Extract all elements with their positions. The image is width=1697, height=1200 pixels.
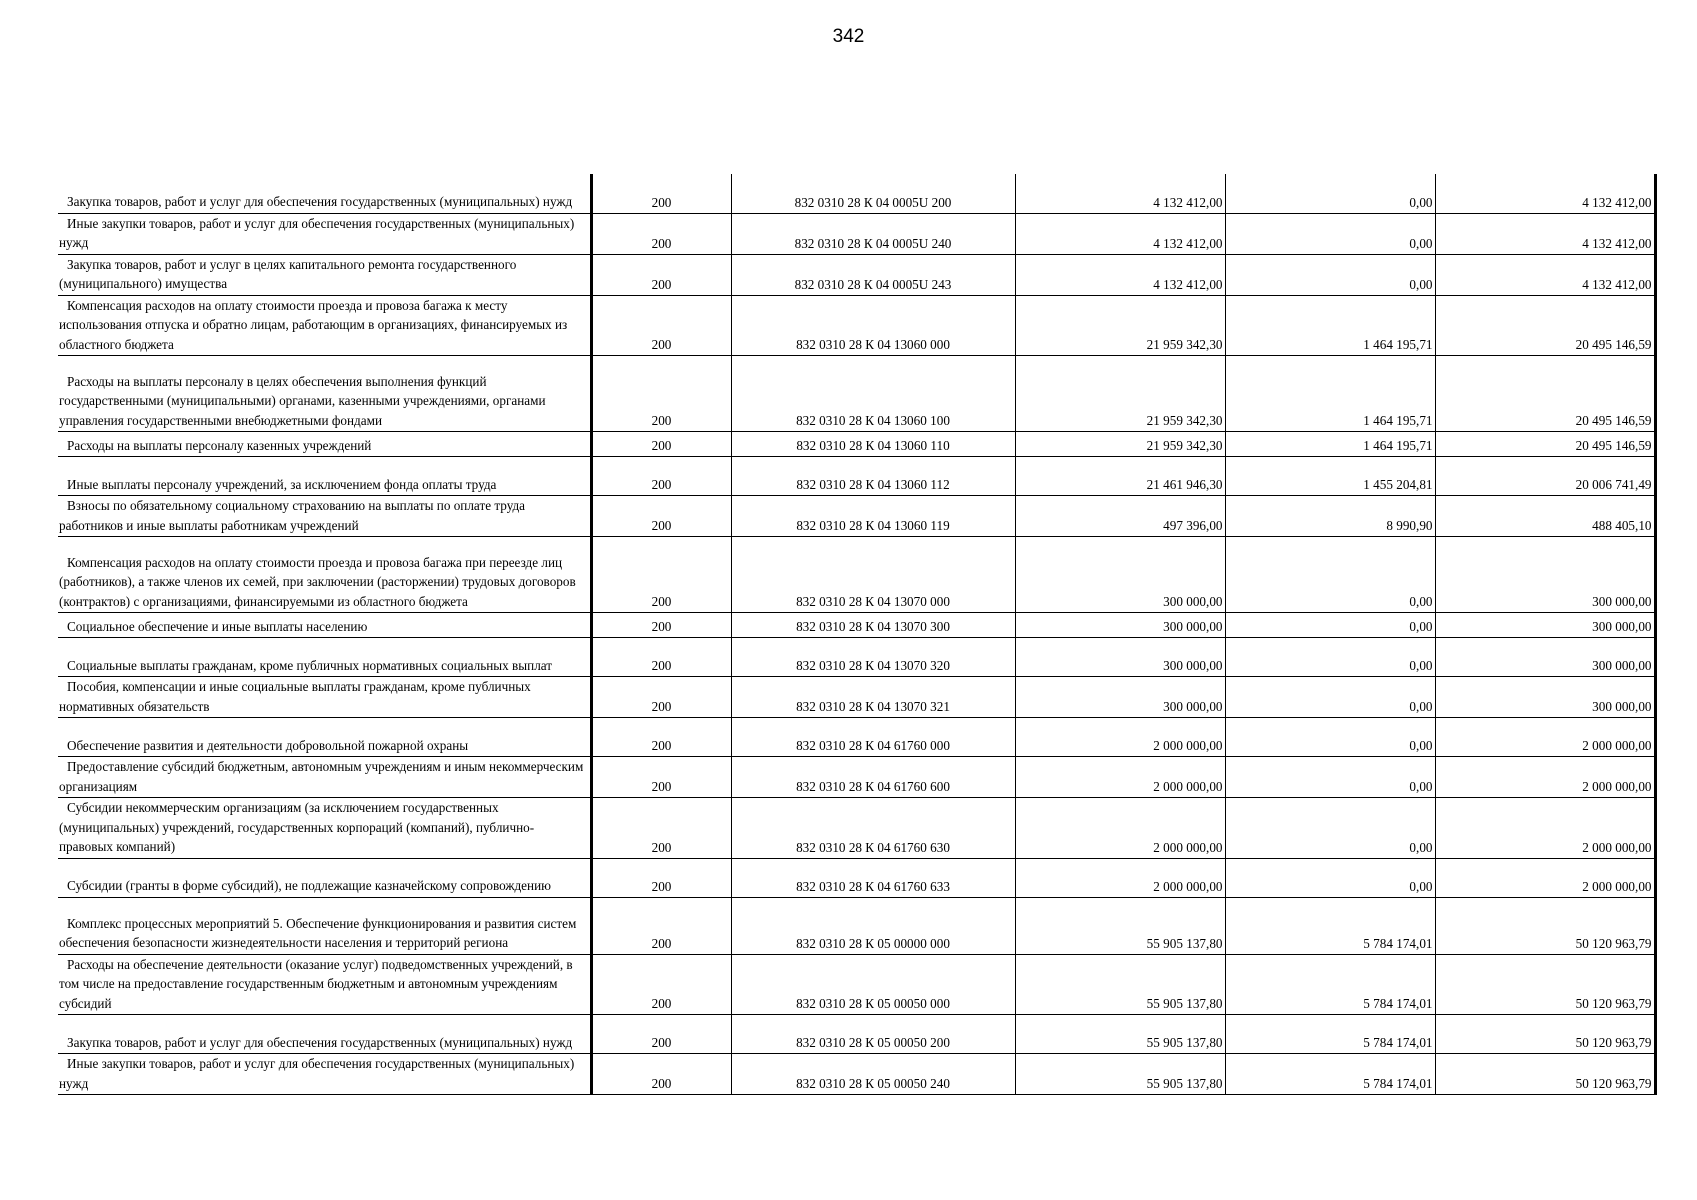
row-unexecuted-amount: 20 495 146,59 (1435, 432, 1655, 457)
row-line-code: 200 (591, 295, 731, 356)
table-row (58, 1054, 1655, 1095)
row-name: Социальное обеспечение и иные выплаты населению (67, 618, 368, 634)
row-line-code: 200 (591, 1015, 731, 1054)
row-approved-amount: 2 000 000,00 (1015, 718, 1225, 757)
row-classification-code: 832 0310 28 К 05 00050 000 (731, 954, 1015, 1015)
table-row (58, 613, 1655, 638)
row-name-cell (58, 677, 591, 718)
row-name: Иные закупки товаров, работ и услуг для обеспечения государственных (муниципальных) нужд (59, 1056, 575, 1091)
table-row (58, 457, 1655, 496)
table-row (58, 757, 1655, 798)
row-name: Закупка товаров, работ и услуг в целях капитального ремонта государственного (муниципального) имущества (59, 256, 517, 291)
row-unexecuted-amount: 50 120 963,79 (1435, 954, 1655, 1015)
row-unexecuted-amount: 20 006 741,49 (1435, 457, 1655, 496)
row-classification-code: 832 0310 28 К 04 13060 100 (731, 356, 1015, 432)
table-row (58, 432, 1655, 457)
row-unexecuted-amount: 2 000 000,00 (1435, 718, 1655, 757)
row-name: Иные выплаты персоналу учреждений, за исключением фонда оплаты труда (67, 476, 497, 492)
row-line-code: 200 (591, 613, 731, 638)
row-unexecuted-amount: 4 132 412,00 (1435, 174, 1655, 213)
row-approved-amount: 4 132 412,00 (1015, 213, 1225, 254)
row-approved-amount: 55 905 137,80 (1015, 1054, 1225, 1095)
row-approved-amount: 300 000,00 (1015, 537, 1225, 613)
row-executed-amount: 0,00 (1225, 858, 1435, 897)
table-row (58, 1015, 1655, 1054)
row-line-code: 200 (591, 457, 731, 496)
row-approved-amount: 2 000 000,00 (1015, 757, 1225, 798)
row-approved-amount: 55 905 137,80 (1015, 954, 1225, 1015)
row-line-code: 200 (591, 356, 731, 432)
table-row (58, 295, 1655, 356)
row-executed-amount: 1 464 195,71 (1225, 295, 1435, 356)
row-name: Расходы на выплаты персоналу казенных учреждений (67, 437, 372, 453)
row-classification-code: 832 0310 28 К 04 13060 000 (731, 295, 1015, 356)
row-line-code: 200 (591, 954, 731, 1015)
row-name-cell (58, 613, 591, 638)
row-name-cell (58, 757, 591, 798)
row-name-cell (58, 457, 591, 496)
row-executed-amount: 0,00 (1225, 638, 1435, 677)
row-unexecuted-amount: 50 120 963,79 (1435, 897, 1655, 954)
row-executed-amount: 0,00 (1225, 174, 1435, 213)
row-approved-amount: 55 905 137,80 (1015, 897, 1225, 954)
row-classification-code: 832 0310 28 К 05 00050 240 (731, 1054, 1015, 1095)
table-row (58, 897, 1655, 954)
row-classification-code: 832 0310 28 К 04 0005U 200 (731, 174, 1015, 213)
row-name-cell (58, 1054, 591, 1095)
row-name-cell (58, 356, 591, 432)
row-classification-code: 832 0310 28 К 04 0005U 240 (731, 213, 1015, 254)
row-name-cell (58, 496, 591, 537)
row-executed-amount: 0,00 (1225, 718, 1435, 757)
row-line-code: 200 (591, 757, 731, 798)
row-unexecuted-amount: 2 000 000,00 (1435, 798, 1655, 859)
row-unexecuted-amount: 2 000 000,00 (1435, 757, 1655, 798)
row-executed-amount: 1 464 195,71 (1225, 432, 1435, 457)
row-executed-amount: 5 784 174,01 (1225, 1015, 1435, 1054)
row-classification-code: 832 0310 28 К 04 13060 110 (731, 432, 1015, 457)
table-row (58, 537, 1655, 613)
row-approved-amount: 4 132 412,00 (1015, 254, 1225, 295)
row-name: Расходы на обеспечение деятельности (оказание услуг) подведомственных учреждений, в том числе на предоставление государственным бюджетным и автономным учреждениям субсидий (59, 956, 573, 1011)
row-executed-amount: 1 455 204,81 (1225, 457, 1435, 496)
row-approved-amount: 21 461 946,30 (1015, 457, 1225, 496)
row-classification-code: 832 0310 28 К 04 61760 600 (731, 757, 1015, 798)
row-name: Расходы на выплаты персоналу в целях обеспечения выполнения функций государственными (муниципальными) органами, казенными учреждениями, органами управления государственными внебюджетными фондами (59, 373, 546, 428)
row-executed-amount: 5 784 174,01 (1225, 897, 1435, 954)
table-row (58, 174, 1655, 213)
row-name: Компенсация расходов на оплату стоимости проезда и провоза багажа к месту использования отпуска и обратно лицам, работающим в организациях, финансируемых из областного бюджета (59, 297, 568, 352)
row-unexecuted-amount: 20 495 146,59 (1435, 356, 1655, 432)
row-name-cell (58, 432, 591, 457)
row-executed-amount: 0,00 (1225, 213, 1435, 254)
row-line-code: 200 (591, 537, 731, 613)
row-unexecuted-amount: 4 132 412,00 (1435, 254, 1655, 295)
row-approved-amount: 2 000 000,00 (1015, 858, 1225, 897)
row-name: Компенсация расходов на оплату стоимости проезда и провоза багажа при переезде лиц (работников), а также членов их семей, при заключении (расторжении) трудовых договоров (контрактов) с организациями, финансируемыми из областного бюджета (59, 554, 576, 609)
row-line-code: 200 (591, 718, 731, 757)
row-name-cell (58, 1015, 591, 1054)
table-row (58, 718, 1655, 757)
row-line-code: 200 (591, 174, 731, 213)
row-classification-code: 832 0310 28 К 04 61760 000 (731, 718, 1015, 757)
table-row (58, 677, 1655, 718)
row-approved-amount: 21 959 342,30 (1015, 432, 1225, 457)
budget-execution-table (58, 174, 1657, 1095)
table-row (58, 798, 1655, 859)
table-row (58, 356, 1655, 432)
row-executed-amount: 0,00 (1225, 798, 1435, 859)
row-name-cell (58, 897, 591, 954)
row-name: Пособия, компенсации и иные социальные выплаты гражданам, кроме публичных нормативных обязательств (59, 679, 531, 714)
row-name: Субсидии (гранты в форме субсидий), не подлежащие казначейскому сопровождению (67, 878, 551, 893)
table-row (58, 254, 1655, 295)
row-name-cell (58, 638, 591, 677)
row-name: Обеспечение развития и деятельности добровольной пожарной охраны (67, 737, 469, 753)
row-line-code: 200 (591, 1054, 731, 1095)
row-line-code: 200 (591, 858, 731, 897)
row-line-code: 200 (591, 432, 731, 457)
row-name: Социальные выплаты гражданам, кроме публичных нормативных социальных выплат (67, 657, 553, 673)
row-line-code: 200 (591, 677, 731, 718)
row-name-cell (58, 798, 591, 859)
row-line-code: 200 (591, 638, 731, 677)
row-line-code: 200 (591, 798, 731, 859)
row-executed-amount: 5 784 174,01 (1225, 954, 1435, 1015)
row-executed-amount: 0,00 (1225, 537, 1435, 613)
row-classification-code: 832 0310 28 К 04 13070 320 (731, 638, 1015, 677)
row-approved-amount: 55 905 137,80 (1015, 1015, 1225, 1054)
row-name-cell (58, 254, 591, 295)
row-name-cell (58, 295, 591, 356)
row-classification-code: 832 0310 28 К 04 13060 119 (731, 496, 1015, 537)
row-executed-amount: 0,00 (1225, 677, 1435, 718)
row-name-cell (58, 954, 591, 1015)
row-name-cell (58, 174, 591, 213)
row-classification-code: 832 0310 28 К 04 13060 112 (731, 457, 1015, 496)
table-row (58, 496, 1655, 537)
row-name-cell (58, 718, 591, 757)
row-approved-amount: 497 396,00 (1015, 496, 1225, 537)
row-unexecuted-amount: 300 000,00 (1435, 537, 1655, 613)
table-row (58, 954, 1655, 1015)
row-classification-code: 832 0310 28 К 04 13070 300 (731, 613, 1015, 638)
row-unexecuted-amount: 20 495 146,59 (1435, 295, 1655, 356)
table-row (58, 638, 1655, 677)
row-unexecuted-amount: 50 120 963,79 (1435, 1054, 1655, 1095)
row-executed-amount: 5 784 174,01 (1225, 1054, 1435, 1095)
row-name-cell (58, 213, 591, 254)
row-classification-code: 832 0310 28 К 05 00000 000 (731, 897, 1015, 954)
row-unexecuted-amount: 300 000,00 (1435, 677, 1655, 718)
row-unexecuted-amount: 488 405,10 (1435, 496, 1655, 537)
row-name: Закупка товаров, работ и услуг для обеспечения государственных (муниципальных) нужд (67, 194, 573, 209)
row-approved-amount: 300 000,00 (1015, 677, 1225, 718)
row-approved-amount: 300 000,00 (1015, 638, 1225, 677)
table-row (58, 858, 1655, 897)
row-approved-amount: 2 000 000,00 (1015, 798, 1225, 859)
row-executed-amount: 8 990,90 (1225, 496, 1435, 537)
row-executed-amount: 1 464 195,71 (1225, 356, 1435, 432)
row-classification-code: 832 0310 28 К 04 61760 633 (731, 858, 1015, 897)
row-executed-amount: 0,00 (1225, 254, 1435, 295)
row-approved-amount: 4 132 412,00 (1015, 174, 1225, 213)
row-line-code: 200 (591, 254, 731, 295)
row-executed-amount: 0,00 (1225, 613, 1435, 638)
row-name: Закупка товаров, работ и услуг для обеспечения государственных (муниципальных) нужд (67, 1034, 573, 1050)
row-name-cell (58, 858, 591, 897)
row-approved-amount: 21 959 342,30 (1015, 295, 1225, 356)
row-line-code: 200 (591, 897, 731, 954)
row-unexecuted-amount: 50 120 963,79 (1435, 1015, 1655, 1054)
row-line-code: 200 (591, 213, 731, 254)
row-classification-code: 832 0310 28 К 04 13070 321 (731, 677, 1015, 718)
page-number: 342 (832, 26, 865, 47)
row-name: Иные закупки товаров, работ и услуг для обеспечения государственных (муниципальных) нужд (59, 215, 575, 250)
row-approved-amount: 300 000,00 (1015, 613, 1225, 638)
row-name: Субсидии некоммерческим организациям (за исключением государственных (муниципальных) учреждений, государственных корпораций (компаний), публично-правовых компаний) (59, 800, 535, 854)
row-unexecuted-amount: 300 000,00 (1435, 638, 1655, 677)
row-classification-code: 832 0310 28 К 04 61760 630 (731, 798, 1015, 859)
row-name: Предоставление субсидий бюджетным, автономным учреждениям и иным некоммерческим организациям (59, 759, 584, 794)
row-unexecuted-amount: 4 132 412,00 (1435, 213, 1655, 254)
row-name: Комплекс процессных мероприятий 5. Обеспечение функционирования и развития систем обеспечения безопасности жизнедеятельности населения и территорий региона (59, 915, 577, 950)
row-name-cell (58, 537, 591, 613)
row-unexecuted-amount: 300 000,00 (1435, 613, 1655, 638)
row-line-code: 200 (591, 496, 731, 537)
row-classification-code: 832 0310 28 К 04 13070 000 (731, 537, 1015, 613)
row-name: Взносы по обязательному социальному страхованию на выплаты по оплате труда работников и иные выплаты работникам учреждений (59, 498, 526, 533)
row-classification-code: 832 0310 28 К 05 00050 200 (731, 1015, 1015, 1054)
row-approved-amount: 21 959 342,30 (1015, 356, 1225, 432)
table-row (58, 213, 1655, 254)
row-executed-amount: 0,00 (1225, 757, 1435, 798)
row-classification-code: 832 0310 28 К 04 0005U 243 (731, 254, 1015, 295)
row-unexecuted-amount: 2 000 000,00 (1435, 858, 1655, 897)
